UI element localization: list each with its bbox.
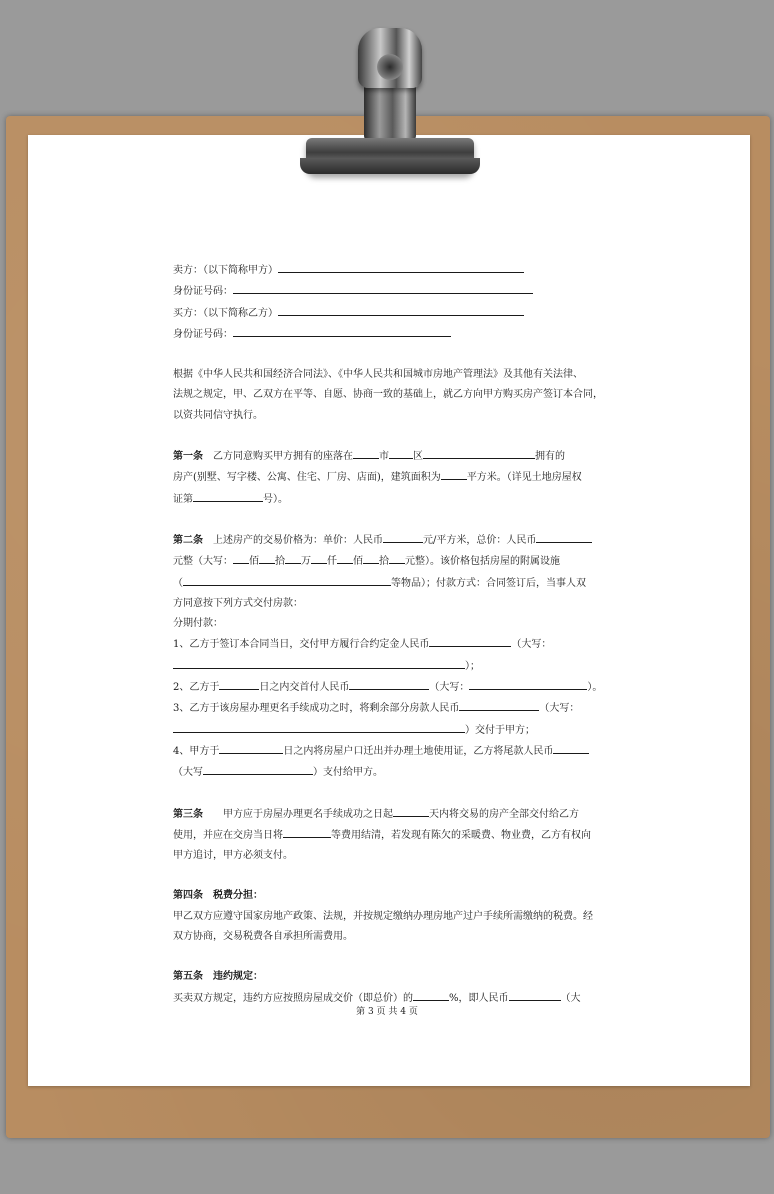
- article-5: 第五条 违约规定： 买卖双方规定，违约方应按照房屋成交价（即总价）的 %，即人民币 （大: [173, 971, 581, 1004]
- buyer-line: 买方：（以下简称乙方）: [173, 303, 603, 324]
- clip-hole: [377, 54, 403, 80]
- buyer-id-line: 身份证号码：: [173, 324, 603, 345]
- article-1: 第一条 乙方同意购买甲方拥有的座落在 市 区 拥有的 房产(别墅、写字楼、公寓、住宅、厂房、店面)，建筑面积为 平方米。（详见土地房屋权 证第 号）。: [173, 446, 603, 510]
- clip-lip: [300, 158, 480, 174]
- article-2: 第二条 上述房产的交易价格为：单价：人民币 元/平方米，总价：人民币 元整（大写： 佰 拾 万 仟 佰 拾 元整）。该价格包括房屋的附属设施 （ 等物品）；付款方式：合同签订后，当事人双 方同意按下列方式交付房款： 分期付款： 1、乙方于签订本合同当日，交付甲方履行合约定金人民币 （大写： ）； 2、乙方于 日之内交首付人民币 （大写： ）。 3、乙方于该房屋办理更名手续成功之时，将剩余部分房款人民币 （大写： ）交付于甲方； 4、甲方于 日之内将房屋户口迁出并办理土地使用证，乙方将尾款人民币 （大写 ）支付给甲方。: [173, 530, 603, 784]
- contract-body: [173, 260, 603, 1009]
- page-number: 第 3 页 共 4 页: [356, 1007, 418, 1017]
- seller-id-line: 身份证号码：: [173, 281, 603, 302]
- clip-neck: [364, 82, 416, 140]
- article-4: 第四条 税费分担： 甲乙双方应遵守国家房地产政策、法规，并按规定缴纳办理房地产过户手续所需缴纳的税费。经 双方协商，交易税费各自承担所需费用。: [173, 890, 593, 943]
- seller-line: 卖方：（以下简称甲方）: [173, 260, 603, 281]
- preamble: 根据《中华人民共和国经济合同法》、《中华人民共和国城市房地产管理法》及其他有关法律、 法规之规定，甲、乙双方在平等、自愿、协商一致的基础上，就乙方向甲方购买房产签订本合同， 以资共同信守执行。: [173, 369, 603, 421]
- article-3: 第三条 甲方应于房屋办理更名手续成功之日起 天内将交易的房产全部交付给乙方 使用，并应在交房当日将 等费用结清，若发现有陈欠的采暖费、物业费，乙方有权向 甲方追讨，甲方必须支付。: [173, 804, 603, 867]
